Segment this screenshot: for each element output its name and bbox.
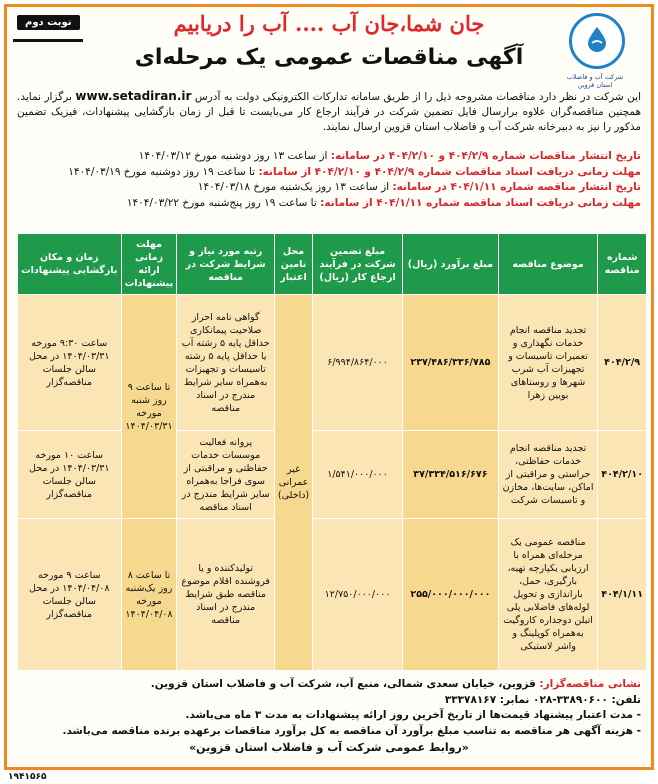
cell-number: ۴۰۴/۱/۱۱ [598,519,647,671]
cell-opening: ساعت ۹ مورخه ۱۴۰۴/۰۴/۰۸ در محل سالن جلسات مناقصه‌گزار [18,519,122,671]
schedule-label: تاریخ انتشار مناقصات شماره ۴۰۴/۲/۹ و ۴۰۴/۲/۱۰ در سامانه: [330,150,641,162]
company-logo [557,13,633,91]
signature: «روابط عمومی شرکت آب و فاضلاب استان قزوین» [189,741,469,754]
schedule-label: مهلت زمانی دریافت اسناد مناقصات شماره ۴۰۴/۲/۹ و ۴۰۴/۲/۱۰ از سامانه: [258,165,641,178]
advertisement-frame [4,4,654,770]
cell-deadline: تا ساعت ۹ روز شنبه مورخه ۱۴۰۴/۰۳/۳۱ [121,295,177,519]
schedule-value: تا ساعت ۱۹ روز دوشنبه مورخ ۱۴۰۴/۰۳/۱۹ [68,165,259,178]
cell-number: ۴۰۴/۲/۱۰ [598,431,647,519]
slogan: جان شما،جان آب .... آب را دریابیم [173,11,485,36]
cost-note: - هزینه آگهی هر مناقصه به تناسب مبلغ برآورد آن مناقصه به کل برآورد مناقصات برعهده برنده مناقصه می‌باشد. [62,724,641,737]
cell-estimate: ۳۷/۳۳۴/۵۱۶/۶۷۶ [402,431,498,519]
col-funding: محل تامین اعتبار [274,234,312,295]
header [7,7,651,93]
col-number: شماره مناقصه [598,234,647,295]
validity-note: - مدت اعتبار پیشنهاد قیمت‌ها از تاریخ آخرین روز ارائه پیشنهادات به مدت ۳ ماه می‌باشد. [185,709,641,721]
schedule-value: از ساعت ۱۳ روز دوشنبه مورخ ۱۴۰۴/۰۳/۱۲ [138,150,331,162]
phone-line: تلفن: ۳۳۸۹۰۶۰۰-۰۲۸ نمابر: ۳۳۳۷۸۱۶۷ [444,693,641,706]
col-grade: رتبه مورد نیاز و شرایط شرکت در مناقصه [177,234,274,295]
cell-grade: تولیدکننده و یا فروشنده اقلام موضوع مناقصه طبق شرایط مندرج در اسناد مناقصه [177,519,274,671]
cell-opening: ساعت ۹:۳۰ مورخه ۱۴۰۴/۰۳/۳۱ در محل سالن جلسات مناقصه‌گزار [18,295,122,431]
schedule-line [17,165,641,181]
logo-circle [569,13,625,69]
col-subject: موضوع مناقصه [498,234,597,295]
water-drop-icon [586,26,608,52]
schedule-list [17,149,641,211]
table-row [18,519,647,671]
address-line [17,677,641,693]
cell-estimate: ۲۵۵/۰۰۰/۰۰۰/۰۰۰ [402,519,498,671]
schedule-value: از ساعت ۱۳ روز یک‌شنبه مورخ ۱۴۰۴/۰۳/۱۸ [197,181,393,193]
intro-paragraph [17,89,641,135]
col-deadline: مهلت زمانی ارائه پیشنهادات [121,234,177,295]
badge-underline [13,39,83,42]
tenders-table [17,233,647,671]
table-row [18,295,647,431]
cell-grade: گواهی نامه احراز صلاحیت پیمانکاری حداقل پایه ۵ رشته آب یا حداقل پایه ۵ رشته تاسیسات و تجهیزات به‌همراه سایر شرایط مندرج در اسناد مناقصه [177,295,274,431]
schedule-label: تاریخ انتشار مناقصه شماره ۴۰۴/۱/۱۱ در سامانه: [392,181,641,193]
intro-part2: برگزار نماید. همچنین مناقصه‌گران علاوه برارسال فایل تضمین شرکت در فرآیند ارجاع کار می‌بایست تا قبل از زمان بازگشایی پیشنهادات، فیزیک تضمین مذکور را نیز به دبیرخانه شرکت آب و فاضلاب استان قزوین ارسال نمایند. [17,91,641,133]
logo-caption [557,73,633,89]
col-estimate: مبلغ برآورد (ریال) [402,234,498,295]
page-title: آگهی مناقصات عمومی یک مرحله‌ای [134,45,524,70]
cell-subject: تجدید مناقصه انجام خدمات نگهداری و تعمیرات تاسیسات و تجهیزات آب شرب شهرها و روستاهای بویین زهرا [498,295,597,431]
cell-funding: غیر عمرانی (داخلی) [274,295,312,671]
cell-subject: مناقصه عمومی یک مرحله‌ای همراه با ارزیابی یکپارچه تهیه، بارگیری، حمل، باراندازی و تحویل لوله‌های فاضلابی پلی اتیلن دوجداره کاروگیت به‌همراه کوپلینگ و واشر لاستیکی [498,519,597,671]
schedule-line [17,149,641,165]
cell-estimate: ۲۳۷/۴۸۶/۳۳۶/۷۸۵ [402,295,498,431]
table-row [18,431,647,519]
cell-guarantee: ۱۲/۷۵۰/۰۰۰/۰۰۰ [313,519,403,671]
cell-opening: ساعت ۱۰ مورخه ۱۴۰۴/۰۳/۳۱ در محل سالن جلسات مناقصه‌گزار [18,431,122,519]
logo-caption-line1: شرکت آب و فاضلاب [566,73,624,81]
schedule-label: مهلت زمانی دریافت اسناد مناقصه شماره ۴۰۴/۱/۱۱ از سامانه: [320,196,641,209]
col-guarantee: مبلغ تضمین شرکت در فرآیند ارجاع کار (ریال) [313,234,403,295]
cell-guarantee: ۱/۵۴۱/۰۰۰/۰۰۰ [313,431,403,519]
cell-subject: تجدید مناقصه انجام خدمات حفاظتی، حراستی و مراقبتی از اماکن، سایت‌ها، مخازن و تاسیسات شرکت [498,431,597,519]
table-header-row [18,234,647,295]
cell-number: ۴۰۴/۲/۹ [598,295,647,431]
schedule-line [17,180,641,196]
schedule-line [17,196,641,212]
cell-deadline: تا ساعت ۸ روز یک‌شنبه مورخه ۱۴۰۴/۰۴/۰۸ [121,519,177,671]
ad-code: ۱۹۴۱۵۶۵ [8,772,47,782]
col-opening: زمان و مکان بازگشایی پیشنهادات [18,234,122,295]
logo-caption-line2: استان قزوین [577,81,613,89]
intro-part1: این شرکت در نظر دارد مناقصات مشروحه ذیل را از طریق سامانه تدارکات الکترونیکی دولت به آدرس [194,91,641,103]
schedule-value: تا ساعت ۱۹ روز پنج‌شنبه مورخ ۱۴۰۴/۰۳/۲۲ [126,196,321,209]
address-value: قزوین، خیابان سعدی شمالی، منبع آب، شرکت آب و فاضلاب استان قزوین. [150,678,540,690]
address-label: نشانی مناقصه‌گزار: [539,678,641,690]
cell-grade: پروانه فعالیت موسسات خدمات حفاظتی و مراقبتی از سوی فراجا به‌همراه سایر شرایط مندرج در اسناد مناقصه [177,431,274,519]
insertion-badge: نوبت دوم [17,15,80,30]
website-link[interactable]: www.setadiran.ir [75,89,192,103]
cell-guarantee: ۶/۹۹۴/۸۶۴/۰۰۰ [313,295,403,431]
footer [17,677,641,756]
